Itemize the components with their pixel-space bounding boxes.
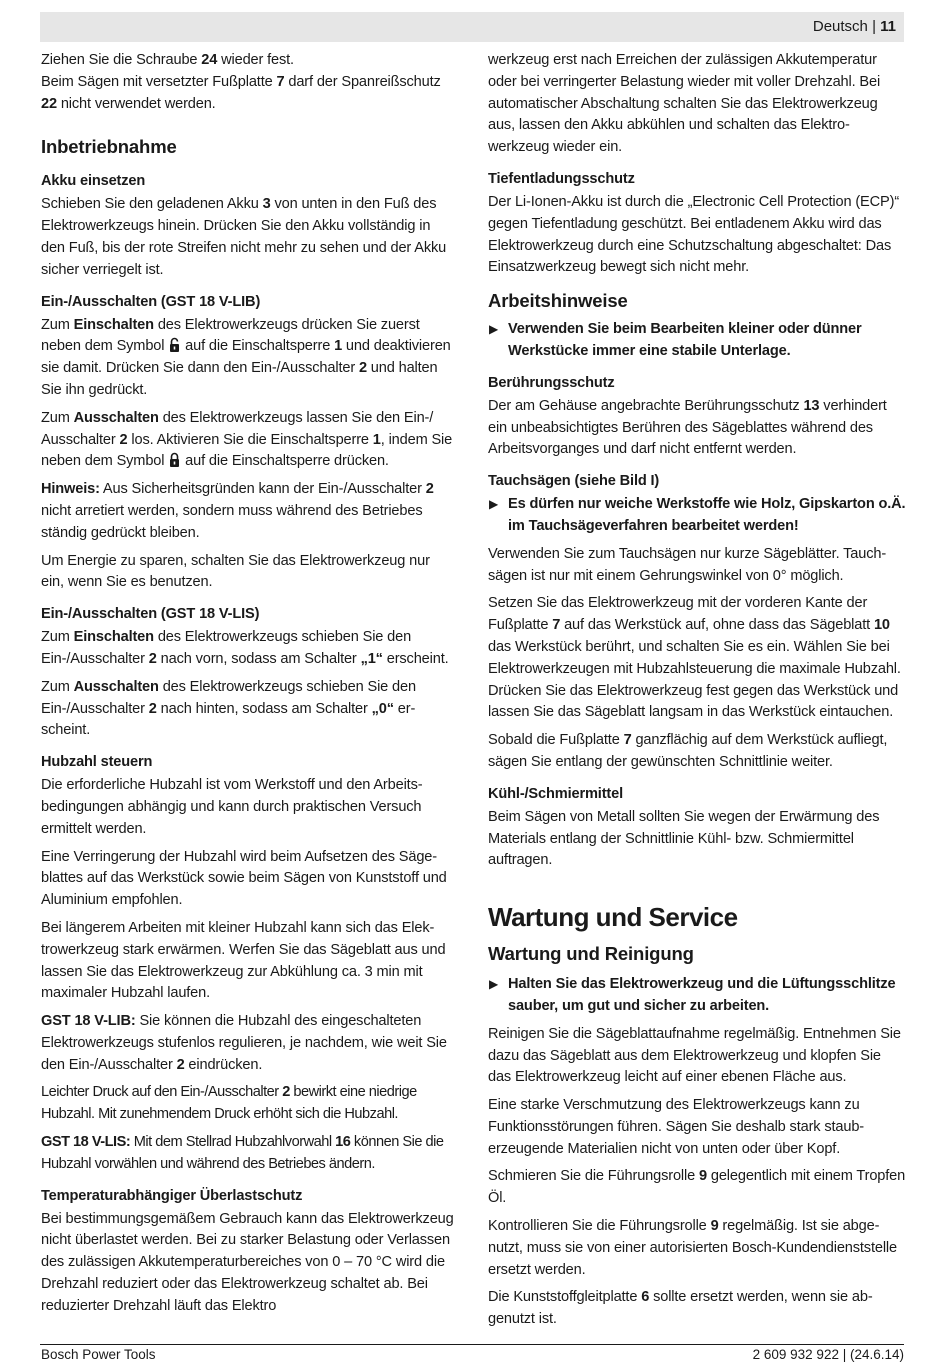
paragraph: Zum Ausschalten des Elektrowerkzeugs schieben Sie den Ein-/Ausschalter 2 nach hinten, sodass am Schalter „0“ erscheint. — [41, 678, 416, 739]
subheading: Ein-/Ausschalten (GST 18 V-LIS) — [41, 606, 260, 623]
paragraph: Um Energie zu sparen, schalten Sie das Elektrowerkzeug nur ein, wenn Sie es benutzen. — [41, 552, 430, 591]
paragraph: Die erforderliche Hubzahl ist vom Werkstoff und den Arbeitsbedingungen abhängig und kann durch praktischen Versuch ermittelt werden. — [41, 777, 423, 837]
paragraph: Der Li-Ionen-Akku ist durch die „Electronic Cell Protection (ECP)“ gegen Tiefentladung geschützt. Bei entladenem Akku wird das Elektrowerkzeug durch eine Schutzschaltung abgeschaltet: Das Einsatzwerkzeug bewegt sich nicht mehr. — [488, 193, 900, 276]
paragraph: Hinweis: Aus Sicherheitsgründen kann der Ein-/Ausschalter 2 nicht arretiert werden, sondern muss während des Betriebes ständig gedrückt bleiben. — [41, 481, 434, 541]
subheading: Tauchsägen (siehe Bild I) — [488, 473, 660, 490]
paragraph: Eine starke Verschmutzung des Elektrowerkzeugs kann zu Funktionsstörungen führen. Sägen Sie deshalb stark stauberzeugende Materialien nicht von unten oder über Kopf. — [488, 1097, 865, 1157]
subheading: Hubzahl steuern — [41, 754, 153, 771]
paragraph: Zum Einschalten des Elektrowerkzeugs drücken Sie zuerst neben dem Symbol auf die Einschaltsperre 1 und deaktivieren sie damit. Drücken Sie dann den Ein-/Ausschalter 2 und halten Sie ihn gedrückt. — [41, 316, 451, 398]
paragraph: GST 18 V-LIS: Mit dem Stellrad Hubzahlvorwahl 16 können Sie die Hubzahl vorwählen und während des Betriebes ändern. — [41, 1134, 444, 1172]
subheading: Ein-/Ausschalten (GST 18 V-LIB) — [41, 293, 261, 310]
paragraph: Schmieren Sie die Führungsrolle 9 gelegentlich mit einem Tropfen Öl. — [488, 1168, 906, 1207]
header-language: Deutsch — [812, 18, 868, 35]
paragraph: Bei längerem Arbeiten mit kleiner Hubzahl kann sich das Elektrowerkzeug stark erwärmen. Werfen Sie das Sägeblatt aus und lassen Sie das Elektrowerkzeug zur Abkühlung ca. 3 min mit maximaler Hubzahl laufen. — [41, 919, 446, 1002]
header-page-number: 11 — [880, 18, 896, 35]
paragraph: Zum Ausschalten des Elektrowerkzeugs lassen Sie den Ein-/ Ausschalter 2 los. Aktivieren Sie die Einschaltsperre 1, indem Sie neben dem Symbol auf die Einschaltsperre drücken. — [41, 409, 453, 470]
paragraph: werkzeug erst nach Erreichen der zulässigen Akkutemperatur oder bei verringerter Belastung wieder mit voller Drehzahl. Bei automatischer Abschaltung schalten Sie das Elektrowerkzeug aus, lassen den Akku abkühlen und schalten das Elektrowerkzeug wieder ein. — [488, 52, 881, 156]
header-text — [813, 18, 896, 35]
paragraph: Kontrollieren Sie die Führungsrolle 9 regelmäßig. Ist sie abgenutzt, muss sie von einer autorisierten Bosch-Kundendienststelle ersetzt werden. — [488, 1218, 897, 1278]
subheading: Berührungsschutz — [488, 374, 615, 391]
paragraph: Sobald die Fußplatte 7 ganzflächig auf dem Werkstück aufliegt, sägen Sie entlang der gewünschten Schnittlinie weiter. — [488, 732, 888, 770]
section-heading: Arbeitshinweise — [488, 290, 628, 312]
triangle-bullet-icon: ▶ — [489, 322, 499, 337]
section-heading: Inbetriebnahme — [41, 136, 177, 158]
triangle-bullet-icon: ▶ — [489, 497, 499, 512]
page-header — [40, 12, 904, 42]
subheading: Akku einsetzen — [41, 173, 146, 190]
paragraph: Zum Einschalten des Elektrowerkzeugs schieben Sie den Ein-/Ausschalter 2 nach vorn, sodass am Schalter „1“ erscheint. — [41, 629, 449, 667]
paragraph: Schieben Sie den geladenen Akku 3 von unten in den Fuß des Elektrowerkzeugs hinein. Drücken Sie den Akku vollständig in den Fuß, bis der rote Streifen nicht mehr zu sehen und der Akku sicher verriegelt ist. — [41, 196, 447, 278]
header-separator: | — [872, 18, 876, 35]
paragraph: Leichter Druck auf den Ein-/Ausschalter 2 bewirkt eine niedrige Hubzahl. Mit zunehmendem Druck erhöht sich die Hubzahl. — [41, 1084, 417, 1123]
footer-doc-ref: 2 609 932 922 | (24.6.14) — [752, 1347, 904, 1362]
footer-divider — [40, 1344, 904, 1345]
paragraph: Bei bestimmungsgemäßem Gebrauch kann das Elektrowerkzeug nicht überlastet werden. Bei zu starker Belastung oder Verlassen des zulässigen Akkutemperaturbereiches von 0 – 70 °C wird die Drehzahl reduziert oder das Elektrowerkzeug schaltet ab. Bei reduzierter Drehzahl läuft das Elektro — [41, 1210, 454, 1314]
paragraph: Beim Sägen von Metall sollten Sie wegen der Erwärmung des Materials entlang der Schnittlinie Kühl- bzw. Schmiermittel auftragen. — [488, 808, 880, 869]
subheading: Temperaturabhängiger Überlastschutz — [41, 1187, 303, 1204]
bullet-item: ▶ Halten Sie das Elektrowerkzeug und die Lüftungsschlitze sauber, um gut und sicher zu arbeiten. — [489, 976, 896, 1014]
chapter-heading: Wartung und Service — [488, 902, 738, 933]
unlock-icon — [169, 337, 180, 353]
triangle-bullet-icon: ▶ — [489, 977, 499, 992]
footer-brand: Bosch Power Tools — [41, 1347, 156, 1362]
paragraph: Eine Verringerung der Hubzahl wird beim Aufsetzen des Sägeblattes auf das Werkstück sowie beim Sägen von Kunststoff und Aluminium empfohlen. — [41, 848, 447, 909]
paragraph: Setzen Sie das Elektrowerkzeug mit der vorderen Kante der Fußplatte 7 auf das Werkstück auf, ohne dass das Sägeblatt 10 das Werkstück berührt, und schalten Sie es ein. Wählen Sie bei Elektrowerkzeugen mit Hubzahlsteuerung die maximale Hubzahl. Drücken Sie das Elektrowerkzeug fest gegen das Werkstück und lassen Sie das Sägeblatt langsam in das Werkstück eintauchen. — [488, 595, 901, 721]
left-column — [41, 50, 456, 1324]
section-heading: Wartung und Reinigung — [488, 943, 694, 965]
paragraph: Der am Gehäuse angebrachte Berührungsschutz 13 verhindert ein unbeabsichtigtes Berühren des Sägeblattes während des Arbeitsvorganges und darf nicht entfernt werden. — [488, 397, 887, 458]
paragraph: Ziehen Sie die Schraube 24 wieder fest. — [41, 52, 294, 68]
paragraph: Beim Sägen mit versetzter Fußplatte 7 darf der Spanreißschutz 22 nicht verwendet werden. — [41, 73, 441, 112]
right-column — [488, 50, 906, 1337]
paragraph: Die Kunststoffgleitplatte 6 sollte ersetzt werden, wenn sie abgenutzt ist. — [488, 1289, 873, 1328]
bullet-item: ▶ Es dürfen nur weiche Werkstoffe wie Holz, Gipskarton o.Ä. im Tauchsägeverfahren bearbeitet werden! — [489, 496, 906, 534]
subheading: Kühl-/Schmiermittel — [488, 785, 623, 802]
paragraph: Verwenden Sie zum Tauchsägen nur kurze Sägeblätter. Tauchsägen ist nur mit einem Gehrungswinkel von 0° möglich. — [488, 545, 887, 584]
bullet-item: ▶ Verwenden Sie beim Bearbeiten kleiner oder dünner Werkstücke immer eine stabile Unterlage. — [489, 321, 862, 359]
lock-icon — [169, 452, 180, 468]
paragraph: GST 18 V-LIB: Sie können die Hubzahl des eingeschalteten Elektrowerkzeugs stufenlos regulieren, je nachdem, wie weit Sie den Ein-/Ausschalter 2 eindrücken. — [41, 1013, 447, 1073]
subheading: Tiefentladungsschutz — [488, 170, 635, 187]
paragraph: Reinigen Sie die Sägeblattaufnahme regelmäßig. Entnehmen Sie dazu das Sägeblatt aus dem Elektrowerkzeug und klopfen Sie das Elektrowerkzeug leicht auf einer ebenen Fläche aus. — [488, 1025, 901, 1086]
